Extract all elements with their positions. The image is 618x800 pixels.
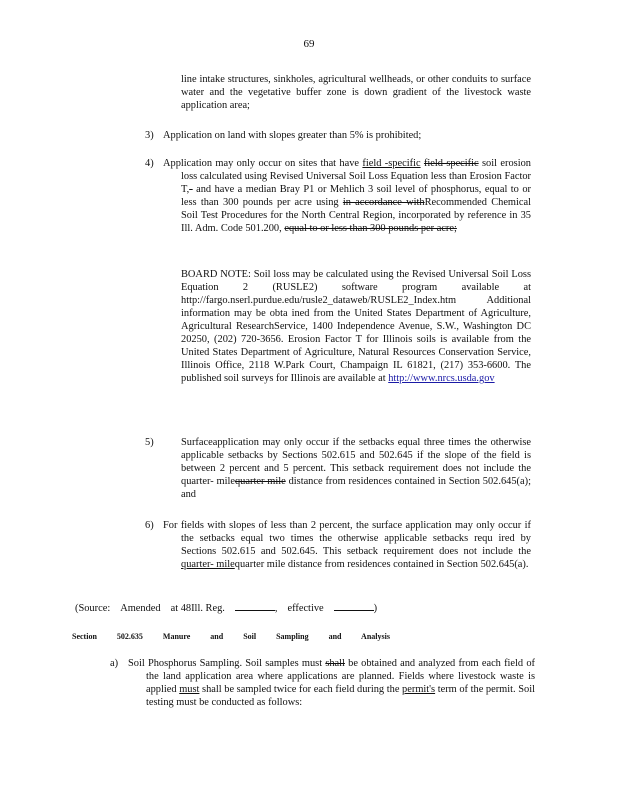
deleted-text: quarter mile: [234, 476, 286, 487]
item-3-text: Application on land with slopes greater than 5% is prohibited;: [163, 130, 422, 141]
item-a: [110, 657, 535, 709]
item-6: [145, 519, 531, 571]
item-4-text: Application may only occur on sites that have field -specific field specific soil erosion loss calculated using Revised Universal Soil Loss Equation less than Erosion Factor T,- and have a median Bray P1 or Mehlich 3 soil level of phosphorus, equal to or less than 300 pounds per acre using in accordance withRecommended Chemical Soil Test Procedures for the North Central Region, incorporated by reference in 35 Ill. Adm. Code 501.200, equal to or less than 300 pounds per acre;: [163, 158, 532, 234]
nrcs-link[interactable]: http://www.nrcs.usda.gov: [388, 373, 495, 384]
blank-line: [334, 601, 374, 611]
item-5: [145, 436, 531, 501]
inserted-text: permit's: [402, 684, 436, 695]
board-note-text: BOARD NOTE: Soil loss may be calculated using the Revised Universal Soil Loss Equation 2 (RUSLE2) software program available at http://fargo.nserl.purdue.edu/rusle2_dataweb/RUSLE2_Index.htm Additional information may be obta ined from the United States Department of Agriculture, Agricultural ResearchService, 1400 Independence Avenue, S.W., Washington DC 20250, (202) 720-3656. Erosion Factor T for Illinois soils is available from the United States Department of Agriculture, Natural Resources Conservation Service, Illinois Office, 2118 W.Park Court, Champaign IL 61821, (217) 353-6600. The published soil surveys for Illinois are available at http://www.nrcs.usda.gov: [181, 269, 531, 384]
item-3-label: 3): [145, 130, 154, 141]
board-note: [181, 268, 531, 385]
item-a-label: a): [110, 658, 119, 669]
source-note: (Source: Amended at 48Ill. Reg. , effective ): [75, 603, 378, 614]
deleted-text: -: [189, 184, 193, 195]
item-6-label: 6): [145, 520, 154, 531]
item-6-text: For fields with slopes of less than 2 percent, the surface application may only occur if the setbacks equal two times the otherwise applicable setbacks requ ired by Sections 502.615 and 502.645. This setback requirement does not include the quarter- milequarter mile distance from residences contained in Section 502.645(a).: [163, 520, 531, 570]
item-3: [145, 129, 531, 142]
inserted-text: must: [179, 684, 200, 695]
deleted-text: field specific: [423, 158, 479, 169]
item-4: [145, 157, 531, 235]
item-4-label: 4): [145, 158, 154, 169]
item-5-text: Surfaceapplication may only occur if the setbacks equal three times the otherwise applicable setbacks by Sections 502.615 and 502.645 if the slope of the field is between 2 percent and 5 percent. This setback requirement does not include the quarter- milequarter mile distance from residences contained in Section 502.645(a); and: [181, 437, 531, 500]
blank-line: [235, 601, 275, 611]
continuation-text: line intake structures, sinkholes, agricultural wellheads, or other conduits to surface water and the vegetative buffer zone is down gradient of the livestock waste application area;: [181, 74, 531, 111]
deleted-text: in accordance with: [342, 197, 425, 208]
continuation-paragraph: [181, 73, 531, 112]
section-heading: Section 502.635 Manure and Soil Sampling and Analysis: [72, 632, 390, 641]
deleted-text: shall: [325, 658, 345, 669]
page-number: 69: [303, 38, 315, 50]
deleted-text: equal to or less than 300 pounds per acre;: [284, 223, 457, 234]
inserted-text: quarter- mile: [181, 559, 235, 570]
item-a-text: Soil Phosphorus Sampling. Soil samples must shall be obtained and analyzed from each field of the land application area where applications are planned. Fields where livestock waste is applied must shall be sampled twice for each field during the permit's term of the permit. Soil testing must be conducted as follows:: [128, 658, 535, 708]
inserted-text: field -specific: [362, 158, 421, 169]
item-5-label: 5): [145, 437, 154, 448]
